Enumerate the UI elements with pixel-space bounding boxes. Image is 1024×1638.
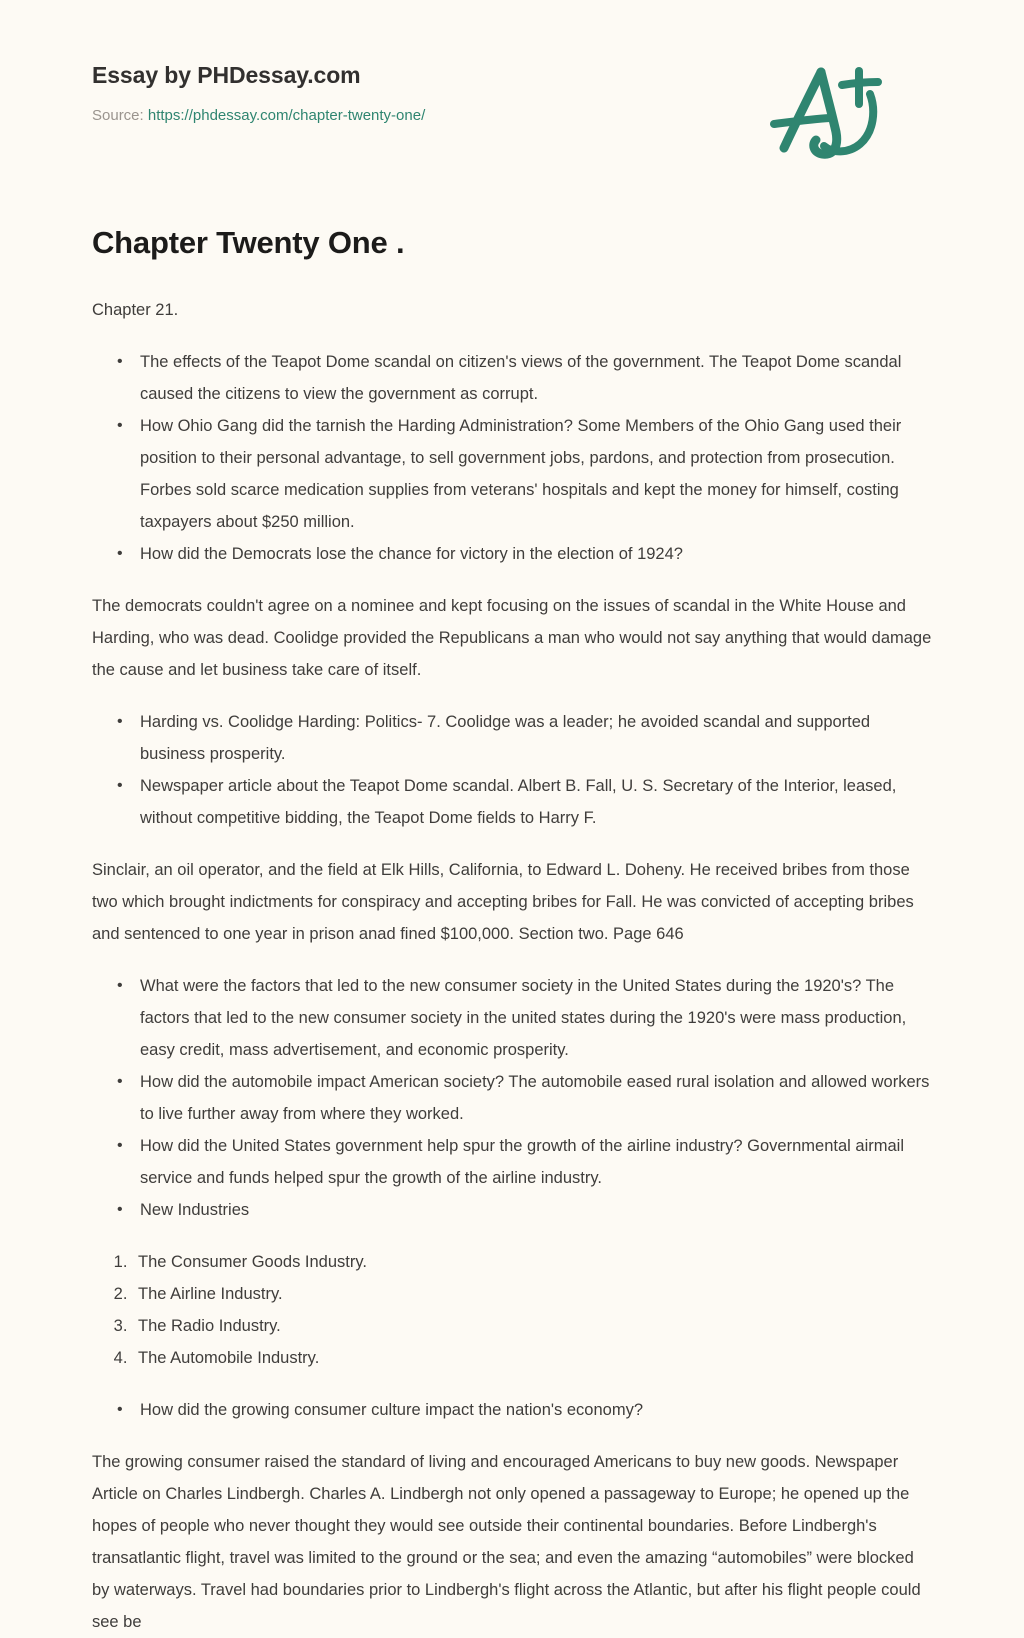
- intro-paragraph: Chapter 21.: [92, 300, 179, 319]
- bullet-list-1: [92, 346, 932, 570]
- paragraph-lindbergh: The growing consumer raised the standard of living and encouraged Americans to buy new goods. Newspaper Article on Charles Lindbergh. Charles A. Lindbergh not only opened a passageway to Europe; he opened up the hopes of people who never thought they would see outside their continental boundaries. Before Lindbergh's transatlantic flight, travel was limited to the ground or the sea; and even the amazing “automobiles” were blocked by waterways. Travel had boundaries prior to Lindbergh's flight across the Atlantic, but after his flight people could see be: [92, 1452, 921, 1631]
- list-item: • Harding vs. Coolidge Harding: Politics- 7. Coolidge was a leader; he avoided scandal and supported business prosperity.: [140, 706, 932, 770]
- list-item: • New Industries: [140, 1194, 932, 1226]
- list-item: • The effects of the Teapot Dome scandal on citizen's views of the government. The Teapot Dome scandal caused the citizens to view the government as corrupt.: [140, 346, 932, 410]
- bullet-list-2: [92, 706, 932, 834]
- list-item: • How did the growing consumer culture impact the nation's economy?: [140, 1394, 932, 1426]
- document-body: [92, 263, 932, 1638]
- aplus-logo-icon: [760, 52, 892, 164]
- document-header: [92, 0, 932, 124]
- paragraph-sinclair: Sinclair, an oil operator, and the field at Elk Hills, California, to Edward L. Doheny. He received bribes from those two which brought indictments for conspiracy and accepting bribes for Fall. He was convicted of accepting bribes and sentenced to one year in prison anad fined $100,000. Section two. Page 646: [92, 860, 914, 943]
- bullet-list-4: [92, 1394, 932, 1426]
- list-item: 2. The Airline Industry.: [132, 1278, 932, 1310]
- numbered-list-industries: [92, 1246, 932, 1374]
- list-item: 4. The Automobile Industry.: [132, 1342, 932, 1374]
- list-item: • How did the Democrats lose the chance for victory in the election of 1924?: [140, 538, 932, 570]
- list-item: • Newspaper article about the Teapot Dome scandal. Albert B. Fall, U. S. Secretary of the Interior, leased, without competitive bidding, the Teapot Dome fields to Harry F.: [140, 770, 932, 834]
- bullet-list-3: [92, 970, 932, 1226]
- list-item: 3. The Radio Industry.: [132, 1310, 932, 1342]
- list-item: • How did the automobile impact American society? The automobile eased rural isolation and allowed workers to live further away from where they worked.: [140, 1066, 932, 1130]
- list-item: • What were the factors that led to the new consumer society in the United States during the 1920's? The factors that led to the new consumer society in the united states during the 1920's were mass production, easy credit, mass advertisement, and economic prosperity.: [140, 970, 932, 1066]
- source-label: Source:: [92, 106, 144, 124]
- brand-title: Essay by PHDessay.com: [92, 62, 361, 88]
- list-item: • How did the United States government help spur the growth of the airline industry? Governmental airmail service and funds helped spur the growth of the airline industry.: [140, 1130, 932, 1194]
- list-item: 1. The Consumer Goods Industry.: [132, 1246, 932, 1278]
- paragraph-democrats: The democrats couldn't agree on a nominee and kept focusing on the issues of scandal in the White House and Harding, who was dead. Coolidge provided the Republicans a man who would not say anything that would damage the cause and let business take care of itself.: [92, 596, 932, 679]
- list-item: • How Ohio Gang did the tarnish the Harding Administration? Some Members of the Ohio Gang used their position to their personal advantage, to sell government jobs, pardons, and protection from prosecution. Forbes sold scarce medication supplies from veterans' hospitals and kept the money for himself, costing taxpayers about $250 million.: [140, 410, 932, 538]
- source-url-link[interactable]: https://phdessay.com/chapter-twenty-one/: [147, 106, 426, 124]
- page-title: Chapter Twenty One .: [92, 225, 405, 260]
